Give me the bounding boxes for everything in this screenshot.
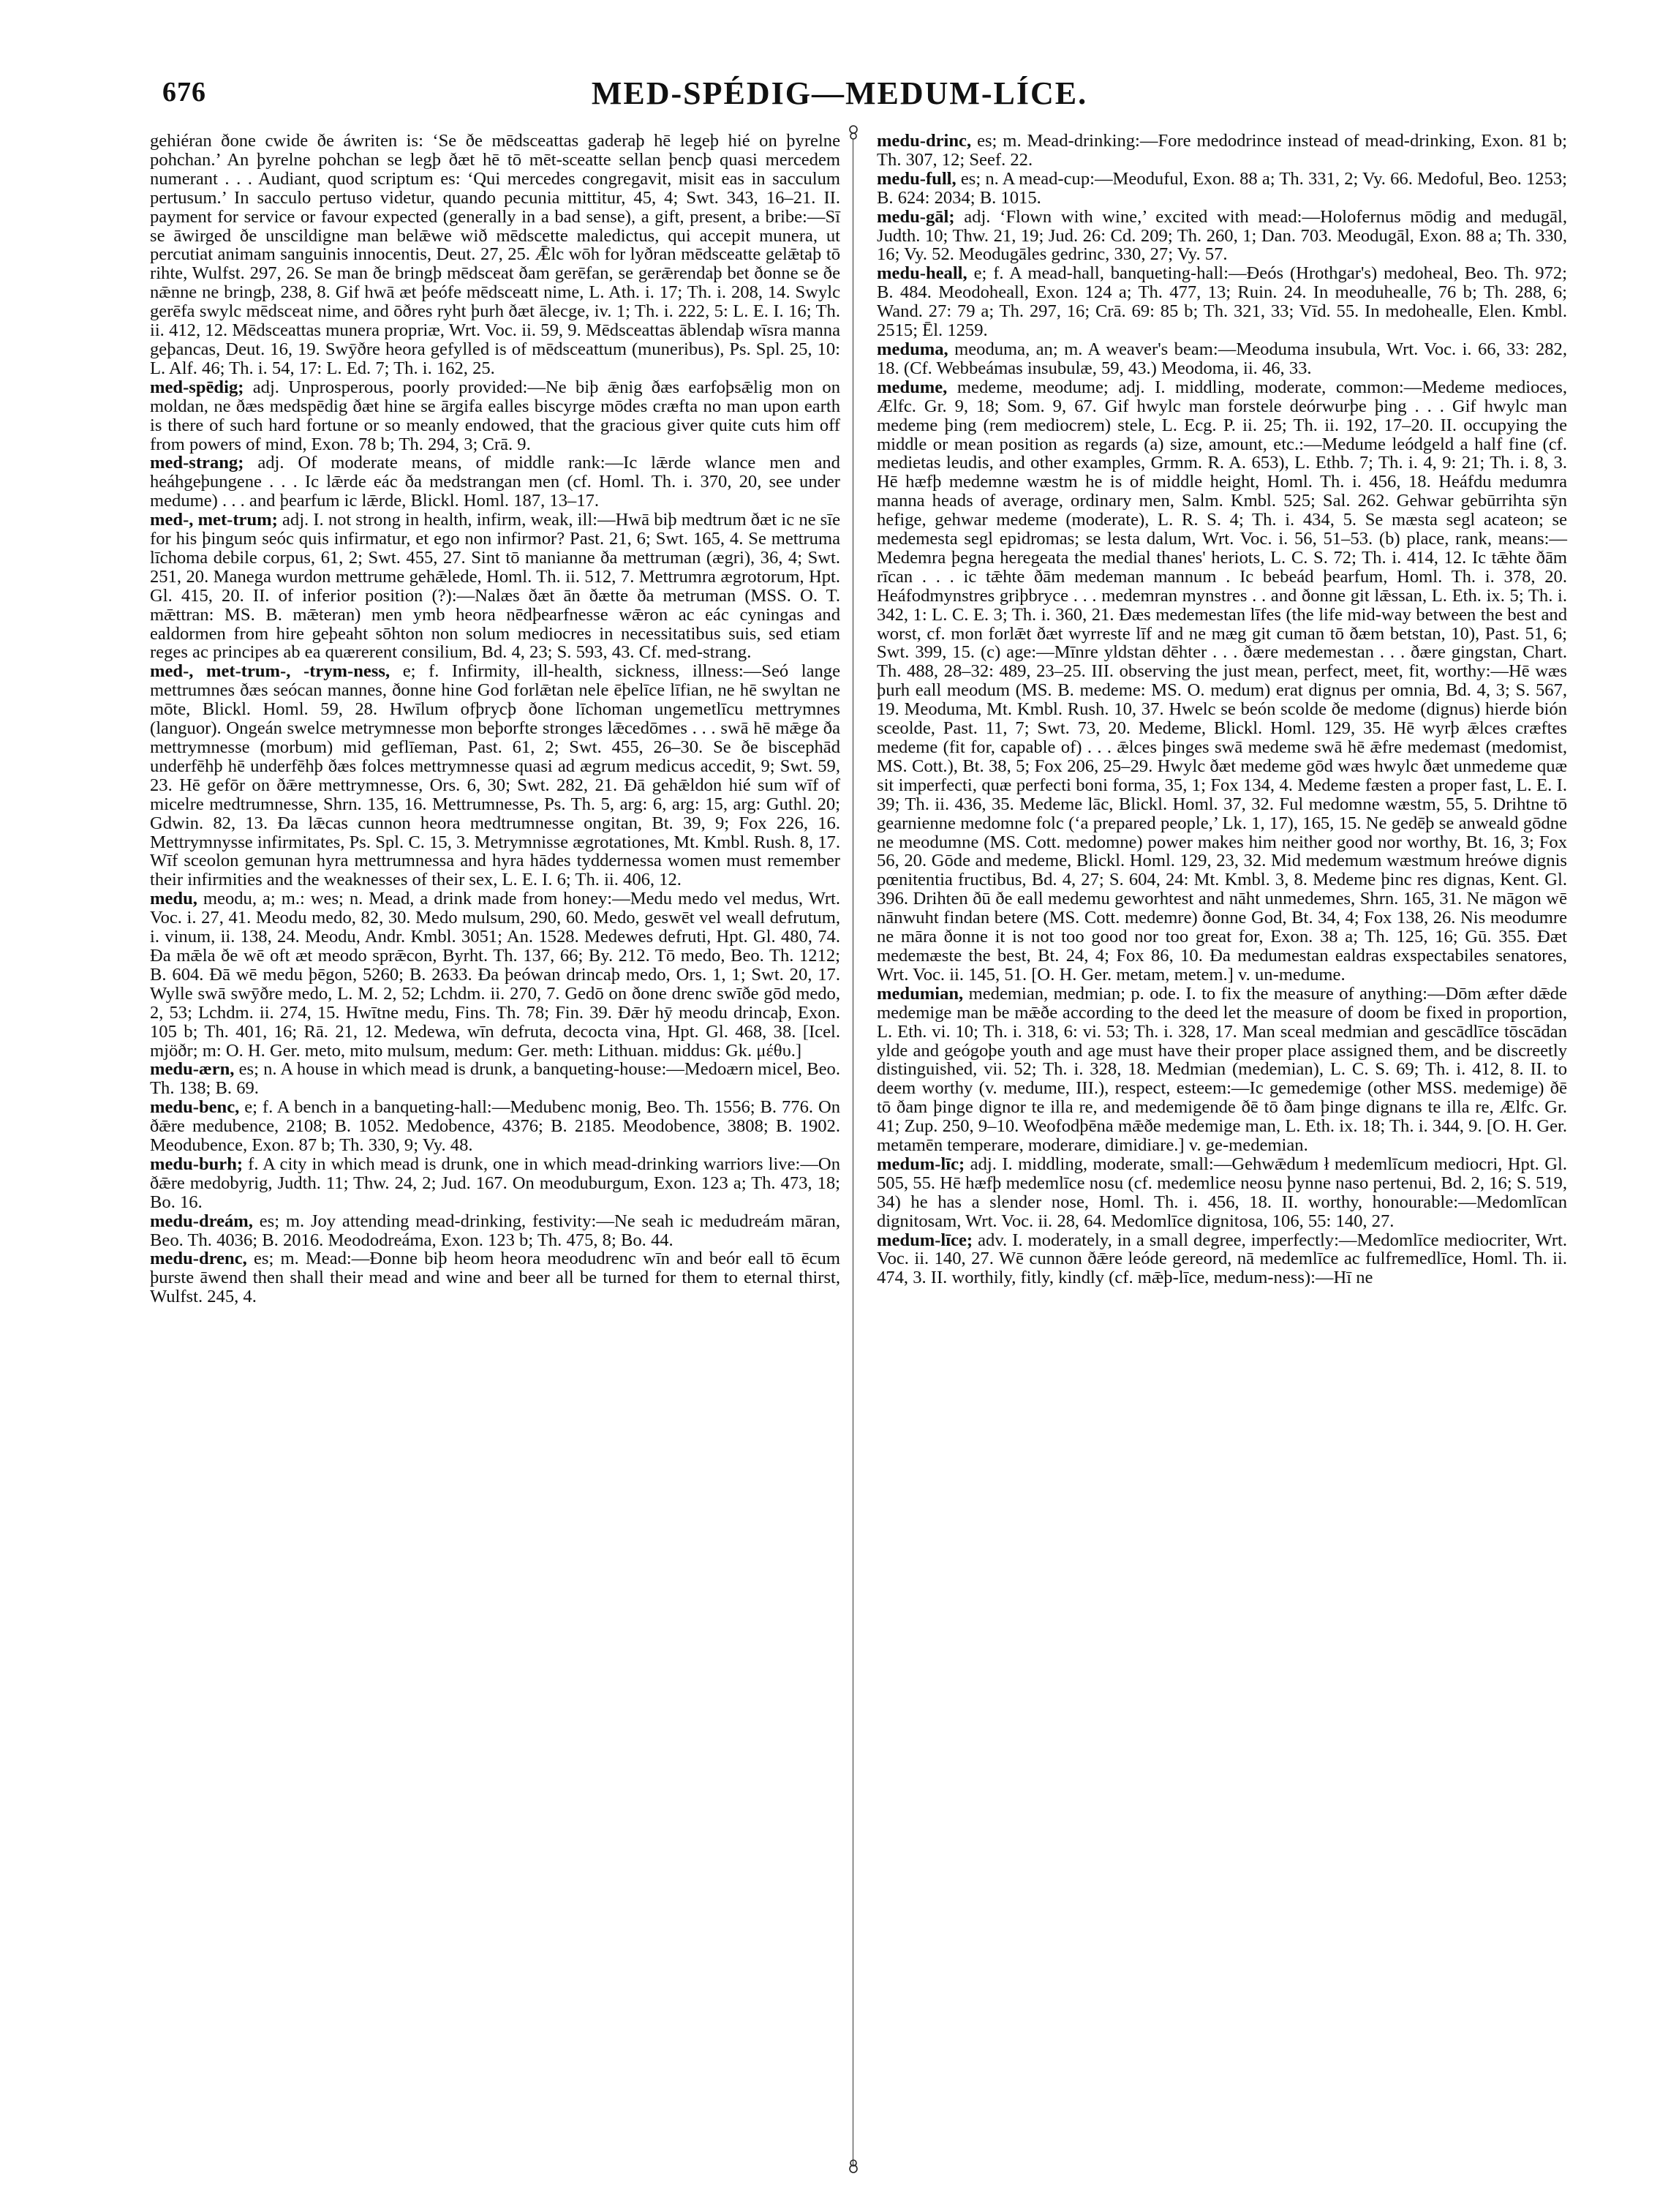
page-header [0,0,1679,132]
entry-headword: med-spēdig; [150,377,244,397]
dictionary-entry [150,1249,840,1306]
entry-text: adj. I. middling, moderate, small:—Gehwǣdum ł medemlīcum mediocri, Hpt. Gl. 505, 55. Hē hæfþ medemlīce nosu (cf. medemlice neosu þynne naso pertenui, Bd. 2, 16; S. 519, 34) he has a slender nose, Homl. Th. i. 456, 18. II. worthy, honourable:—Medomlīcan dignitosam, Wrt. Voc. ii. 28, 64. Medomlīce dignitosa, 106, 55: 140, 27. [877,1154,1567,1231]
dictionary-entry [877,1155,1567,1231]
entry-text: e; f. Infirmity, ill-health, sickness, illness:—Seó lange mettrumnes ðæs seócan mannes, ðonne hine God forlǣtan nele ēþelīce līfian, ne hē swyltan ne mōte, Blickl. Homl. 59, 28. Hwīlum ofþrycþ ðone līchoman ungemetlīcu mettrymnes (languor). Ongeán swelce metrymnesse mon beþorfte stronges lǣcedōmes . . . swā hē mǣge ða mettrymnesse (morbum) mid geflīeman, Past. 61, 2; Swt. 455, 26–30. Se ðe biscephād underfēhþ hē underfēhþ ðæs folces mettrymnesse quasi ad ægrum medicus accedit, 9; Swt. 59, 23. Hē gefōr on ðǣre mettrymnesse, Ors. 6, 30; Swt. 282, 21. Ðā gehǣldon hié sum wīf of micelre medtrumnesse, Shrn. 135, 16. Mettrumnesse, Ps. Th. 5, arg: 6, arg: 15, arg: Guthl. 20; Gdwin. 82, 13. Ða lǣcas cunnon heora medtrumnesse ongitan, Bt. 39, 9; Fox 226, 16. Mettrymnysse infirmitates, Ps. Spl. C. 15, 3. Metrymnisse ægrotationes, Mt. Kmbl. Rush. 8, 17. Wīf sceolon gemunan hyra mettrumnessa and hyra hādes tyddernessa women must remember their infirmities and the weaknesses of their sex, L. E. I. 6; Th. ii. 406, 12. [150,661,840,890]
entry-headword: med-, met-trum-, -trym-ness, [150,661,390,682]
entry-headword: medume, [877,377,948,397]
entry-headword: medu-full, [877,168,957,189]
dictionary-entry [877,170,1567,208]
fleuron-ornament-icon [845,2158,861,2174]
entry-text: e; f. A mead-hall, banqueting-hall:—Ðeós (Hrothgar's) medoheal, Beo. Th. 972; B. 484. Meodoheall, Exon. 124 a; Th. 477, 13; Ruin. 24. In meoduhealle, 76 b; Th. 288, 6; Wand. 27: 79 a; Th. 297, 16; Crā. 69: 85 b; Th. 321, 33; Vīd. 55. In medohealle, Elen. Kmbl. 2515; Ēl. 1259. [877,263,1567,341]
dictionary-entry [150,132,840,378]
entry-headword: medum-līc; [877,1154,965,1174]
entry-text: e; f. A bench in a banqueting-hall:—Medubenc monig, Beo. Th. 1556; B. 776. On ðǣre medubence, 2108; B. 1052. Medobence, 4376; B. 2185. Meodobence, 3808; B. 1902. Meodubence, Exon. 87 b; Th. 330, 9; Vy. 48. [150,1097,840,1156]
entry-text: adv. I. moderately, in a small degree, imperfectly:—Medomlīce mediocriter, Wrt. Voc. ii. 140, 27. Wē cunnon ðǣre leóde gereord, nā medemlīce ac fulfremedlīce, Homl. Th. ii. 474, 3. II. worthily, fitly, kindly (cf. mǣþ-līce, medum-ness):—Hī ne [877,1230,1567,1288]
entry-headword: medu-benc, [150,1097,240,1118]
entry-text: gehiéran ðone cwide ðe áwriten is: ‘Se ðe mēdsceattas gaderaþ hē legeþ hié on þyrelne pohchan.’ An þyrelne pohchan se legþ ðæt hē tō mēt-sceatte sellan þencþ quasi mercedem numerant . . . Audiant, quod scriptum es: ‘Qui mercedes congregavit, misit eas in sacculum pertusum.’ In sacculo pertuso videtur, quando pecunia mittitur, 45, 4; Swt. 343, 16–21. II. payment for service or favour expected (generally in a bad sense), a gift, present, a bribe:—Sī se āwirged ðe unscildigne man belǣwe wið mēdscette maledictus, qui accepit munera, ut percutiat animam sanguinis innocentis, Deut. 27, 25. Ǣlc wōh for lyðran mēdsceatte gelǣtaþ tō rihte, Wulfst. 297, 26. Se man ðe bringþ mēdsceat ðam gerēfan, se gerǣrendaþ bet ðonne se ðe nǣnne ne bringþ, 238, 8. Gif hwā æt þeófe mēdsceatt nime, L. Ath. i. 17; Th. i. 208, 14. Swylc gerēfa swylc mēdsceat nime, and ōðres ryht þurh ðæt ālecge, iv. 1; Th. i. 222, 5: L. E. I. 16; Th. ii. 412, 12. Mēdsceattas munera propriæ, Wrt. Voc. ii. 59, 9. Mēdsceattas āblendaþ wīsra manna geþancas, Deut. 16, 19. Swȳðre heora gefylled is of mēdsceattum (muneribus), Ps. Spl. 25, 10: L. Alf. 46; Th. i. 54, 17: L. Ed. 7; Th. i. 162, 25. [150,131,840,378]
entry-headword: medumian, [877,983,964,1004]
entry-headword: med-strang; [150,453,244,473]
entry-headword: medu-burh; [150,1154,244,1174]
entry-text: es; n. A house in which mead is drunk, a banqueting-house:—Medoærn micel, Beo. Th. 138; B. 69. [150,1059,840,1099]
fleuron-ornament-icon [845,124,861,140]
dictionary-entry [877,985,1567,1155]
dictionary-entry [150,889,840,1060]
entry-headword: medum-līce; [877,1230,973,1250]
entry-headword: med-, met-trum; [150,510,278,530]
dictionary-entry [150,662,840,889]
running-head: MED-SPÉDIG—MEDUM-LÍCE. [591,75,1088,111]
entry-text: es; n. A mead-cup:—Meoduful, Exon. 88 a; Th. 331, 2; Vy. 66. Medoful, Beo. 1253; B. 624: 2034; B. 1015. [877,168,1568,208]
entry-text: es; m. Mead-drinking:—Fore medodrince instead of mead-drinking, Exon. 81 b; Th. 307, 12; Seef. 22. [877,131,1567,170]
entry-text: meodu, a; m.: wes; n. Mead, a drink made from honey:—Medu medo vel medus, Wrt. Voc. i. 27, 41. Meodu medo, 82, 30. Medo mulsum, 290, 60. Medo, geswēt vel weall defrutum, i. vinum, ii. 138, 24. Meodu, Andr. Kmbl. 3051; An. 1528. Medewes defruti, Hpt. Gl. 480, 74. Ða mǣla ðe wē oft æt meodo sprǣcon, Byrht. Th. 137, 66; By. 212. Tō medo, Beo. Th. 1212; B. 604. Ðā wē medu þēgon, 5260; B. 2633. Ða þeówan drincaþ medo, Ors. 1, 1; Swt. 20, 17. Wylle swā swȳðre medo, L. M. 2, 52; Lchdm. ii. 270, 7. Gedō on ðone drenc swīðe gōd medo, 2, 53; Lchdm. ii. 274, 15. Hwītne medu, Fins. Th. 78; Fin. 39. Ðǣr hȳ meodu drincaþ, Exon. 105 b; Th. 401, 16; Rā. 21, 12. Medewa, wīn defruta, decocta vina, Hpt. Gl. 468, 38. [Icel. mjöðr; m: O. H. Ger. meto, mito mulsum, medum: Ger. meth: Lithuan. middus: Gk. μέθυ.] [150,889,840,1061]
entry-text: adj. Unprosperous, poorly provided:—Ne biþ ǣnig ðæs earfoþsǣlig mon on moldan, ne ðæs medspēdig ðæt hine se ārgifa ealles biscyrge mōdes cræfta no man upon earth is there of such hard fortune or so meanly endowed, that the gracious giver quite cuts him off from powers of mind, Exon. 78 b; Th. 294, 3; Crā. 9. [150,377,840,454]
entry-headword: medu-drinc, [877,131,972,151]
page-number: 676 [162,77,206,108]
entry-text: es; m. Joy attending mead-drinking, festivity:—Ne seah ic medudreám māran, Beo. Th. 4036; B. 2016. Meododreáma, Exon. 123 b; Th. 475, 8; Bo. 44. [150,1211,840,1250]
dictionary-entry [150,454,840,511]
entry-headword: medu-gāl; [877,206,955,227]
dictionary-entry [877,264,1567,340]
dictionary-entry [877,132,1567,170]
dictionary-entry [150,1098,840,1155]
entry-headword: meduma, [877,339,948,359]
dictionary-entry [877,208,1567,265]
entry-headword: medu-drenc, [150,1249,247,1269]
entry-headword: medu-heall, [877,263,967,284]
entry-text: adj. ‘Flown with wine,’ excited with mead:—Holofernus mōdig and medugāl, Judth. 10; Thw. 21, 19; Jud. 26: Cd. 209; Th. 260, 1; Dan. 703. Meodugāl, Exon. 88 a; Th. 330, 16; Vy. 52. Meodugāles gedrinc, 330, 27; Vy. 57. [877,206,1567,265]
entry-text: medemian, medmian; p. ode. I. to fix the measure of anything:—Dōm æfter dǣde medemige man be mǣðe according to the deed let the measure of doom be fixed in proportion, L. Eth. vi. 10; Th. i. 318, 6: vi. 53; Th. i. 328, 17. Man sceal medmian and gescādlīce tōscādan ylde and geógoþe youth and age must have their proper place assigned them, and be discreetly distinguished, vii. 52; Th. i. 328, 18. Medmian (medemian), L. C. S. 69; Th. i. 412, 8. II. to deem worthy (v. medume, III.), respect, esteem:—Ic gemedemige (other MSS. medemige) ðē tō ðam þinge dignor te illa re, and medemigende ðē tō ðam þinge dignans te illa re, Ælfc. Gr. 41; Zup. 250, 9–10. Weofodþēna mǣðe medemige man, L. Eth. ix. 18; Th. i. 344, 9. [O. H. Ger. metamēn temperare, moderare, dimidiare.] v. ge-medemian. [877,983,1567,1156]
entry-text: f. A city in which mead is drunk, one in which mead-drinking warriors live:—On ðǣre medobyrig, Judth. 11; Thw. 24, 2; Jud. 167. On meoduburgum, Exon. 123 a; Th. 473, 18; Bo. 16. [150,1154,840,1212]
dictionary-entry [150,511,840,662]
dictionary-entry [150,1212,840,1250]
dictionary-entry [150,1060,840,1098]
entry-text: es; m. Mead:—Ðonne biþ heom heora meodudrenc wīn and beór eall tō ēcum þurste āwend then shall their mead and wine and beer all be turned for them to eternal thirst, Wulfst. 245, 4. [150,1249,840,1307]
dictionary-entry [877,378,1567,985]
dictionary-entry [877,340,1567,378]
entry-headword: medu-ærn, [150,1059,235,1080]
entry-headword: medu-dreám, [150,1211,253,1231]
left-column [150,132,840,1306]
dictionary-entry [877,1231,1567,1288]
dictionary-entry [150,1155,840,1212]
entry-text: medeme, meodume; adj. I. middling, moderate, common:—Medeme medioces, Ælfc. Gr. 9, 18; Som. 9, 67. Gif hwylc man forstele deórwurþe þing . . . Gif hwylc man medeme þing (rem mediocrem) stele, L. Ecg. P. ii. 25; Th. ii. 192, 17–20. II. occupying the middle or mean position as regards (a) size, amount, etc.:—Medume leódgeld a half fine (cf. medietas leudis, and other examples, Grmm. R. A. 653), L. Ethb. 7; Th. i. 4, 9: 21; Th. i. 8, 3. Hē hæfþ medemne wæstm he is of middle height, Homl. Th. i. 456, 18. Heáfdu medumra manna heads of average, ordinary men, Salm. Kmbl. 525; Sal. 262. Gehwar gebūrrihta sȳn hefige, gehwar medeme (moderate), L. R. S. 4; Th. i. 434, 5. Se mæsta segl acateon; se medemesta segl epidromas; se lesta dalum, Wrt. Voc. i. 56, 51–53. (b) place, rank, means:—Medemra þegna heregeata the medial thanes' heriots, L. C. S. 72; Th. i. 414, 12. Ic tǣhte ðām rīcan . . . ic tǣhte ðām medeman mannum . Ic bebeád þearfum, Homl. Th. i. 378, 20. Heáfodmynstres griþbryce . . . medemran mynstres . . and ðonne git lǣssan, L. Eth. ix. 5; Th. i. 342, 1: L. C. E. 3; Th. i. 360, 21. Ðæs medemestan līfes (the life mid-way between the best and worst, cf. mon forlǣt ðæt wyrreste līf and ne mæg git cuman tō ðæm betstan, 10), Past. 51, 6; Swt. 399, 15. (c) age:—Mīnre yldstan dēhter . . . ðære medemestan . . . ðære gingstan, Chart. Th. 488, 28–32: 489, 23–25. III. observing the just mean, perfect, meet, fit, worthy:—Hē wæs þurh eall meodum (MS. B. medeme: MS. O. medum) erat dignus per omnia, Bd. 4, 3; S. 567, 19. Meoduma, Mt. Kmbl. Rush. 10, 37. Hwelc se beón scolde ðe medome (dignus) hierde bión sceolde, Past. 11, 7; Swt. 73, 20. Medeme, Blickl. Homl. 129, 35. Hē wyrþ ǣlces cræftes medeme (fit for, capable of) . . . ǣlces þinges swā medeme swā hē ǣfre medemast (medomist, MS. Cott.), Bt. 38, 5; Fox 206, 25–29. Hwylc ðæt medeme gōd wæs hwylc ðæt unmedeme quæ sit imperfecti, quæ perfecti boni forma, 35, 1; Fox 134, 4. Medeme fæsten a proper fast, L. E. I. 39; Th. ii. 436, 35. Medeme lāc, Blickl. Homl. 37, 32. Ful medomne wæstm, 55, 5. Drihtne tō gearnienne medomne folc (‘a prepared people,’ Lk. 1, 17), 165, 15. Ne gedēþ se anweald gōdne ne meodumne (MS. Cott. medomne) power makes him neither good nor worthy, Bt. 16, 3; Fox 56, 20. Gōde and medeme, Blickl. Homl. 129, 23, 32. Mid medemum wæstmum hreówe dignis pœnitentia fructibus, Bd. 4, 27; S. 604, 24: Mt. Kmbl. 3, 8. Medeme þinc res dignas, Kent. Gl. 396. Drihten ðū ðe eall medemu geworhtest and nāht unmedemes, Shrn. 165, 31. Ne māgon wē nānwuht findan betere (MS. Cott. medemre) ðonne God, Bt. 34, 4; Fox 138, 26. Nis meodumre ne māra ðonne it is not too good nor too great for, Exon. 38 a; Th. 125, 16; Gū. 355. Ðæt medemæste the best, Bt. 24, 4; Fox 86, 10. Ða medumestan ealdras exspectabiles senatores, Wrt. Voc. ii. 145, 51. [O. H. Ger. metam, metem.] v. un-medume. [877,377,1567,985]
entry-text: adj. I. not strong in health, infirm, weak, ill:—Hwā biþ medtrum ðæt ic ne sīe for his þingum seóc quis infirmatur, et ego non infirmor? Past. 21, 6; Swt. 165, 4. Se mettruma līchoma debile corpus, 61, 2; Swt. 455, 27. Sint tō manianne ða mettruman (ægri), 36, 4; Swt. 251, 20. Manega wurdon mettrume gehǣlede, Homl. Th. ii. 512, 7. Mettrumra ægrotorum, Hpt. Gl. 415, 20. II. of inferior position (?):—Nalæs ðæt ān ðætte ða metruman (MSS. O. T. mǣttran: MS. B. mǣteran) men ymb heora nēdþearfnesse wǣron ac eác cyningas and ealdormen from hire geþeaht sōhton non solum mediocres in necessitatibus suis, sed etiam reges ac principes ab ea quærerent consilium, Bd. 4, 23; S. 593, 43. Cf. med-strang. [150,510,840,663]
entry-text: adj. Of moderate means, of middle rank:—Ic lǣrde wlance men and heáhgeþungene . . . Ic lǣrde eác ða medstrangan men (cf. Homl. Th. i. 370, 20, see under medume) . . . and þearfum ic lǣrde, Blickl. Homl. 187, 13–17. [150,453,840,511]
entry-text: meoduma, an; m. A weaver's beam:—Meoduma insubula, Wrt. Voc. i. 66, 33: 282, 18. (Cf. Webbeámas insubulæ, 59, 43.) Meodoma, ii. 46, 33. [877,339,1567,378]
right-column [877,132,1567,1287]
dictionary-entry [150,378,840,454]
entry-headword: medu, [150,889,197,909]
